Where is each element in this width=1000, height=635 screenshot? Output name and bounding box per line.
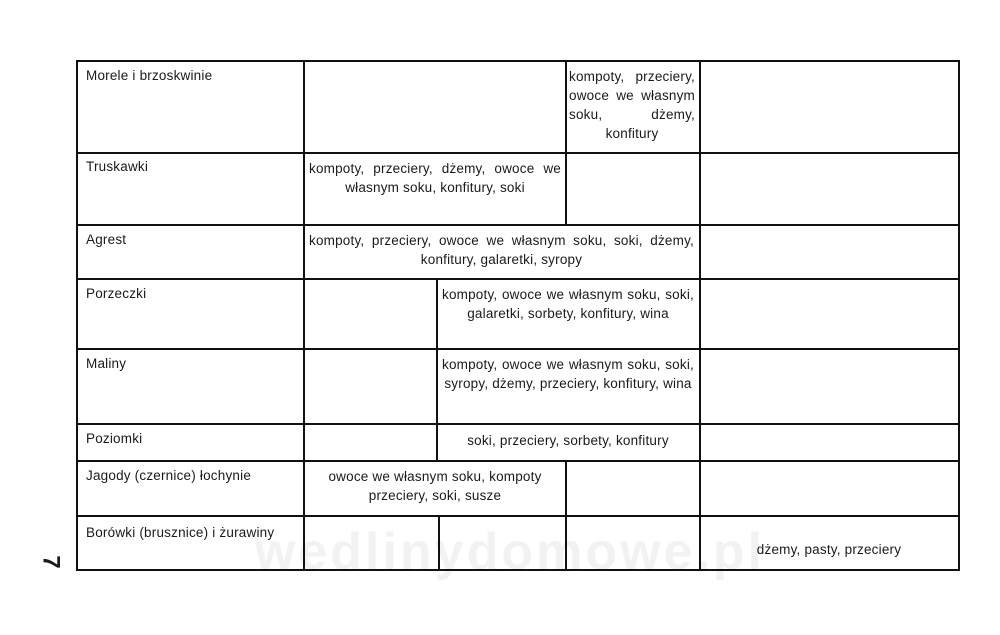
row-divider <box>78 460 958 462</box>
column-divider <box>565 515 567 569</box>
product-list-cell: kompoty, owoce we własnym soku, soki, galaretki, sorbety, konfitury, wina <box>442 287 694 321</box>
fruit-processing-table <box>76 60 960 571</box>
row-divider <box>78 423 958 425</box>
fruit-name-cell: Truskawki <box>86 159 149 174</box>
product-list-cell: soki, przeciery, sorbety, konfitury <box>467 433 669 448</box>
row-divider <box>78 278 958 280</box>
product-list-cell: owoce we własnym soku, kompoty przeciery, soki, susze <box>328 469 542 503</box>
column-divider <box>565 152 567 224</box>
product-list-cell: kompoty, przeciery, dżemy, owoce we własnym soku, konfitury, soki <box>309 161 561 195</box>
column-divider <box>699 62 701 569</box>
column-divider <box>436 278 438 460</box>
row-divider <box>78 348 958 350</box>
column-divider <box>565 62 567 152</box>
row-divider <box>78 152 958 154</box>
fruit-name-cell: Agrest <box>86 232 127 247</box>
column-divider <box>565 460 567 515</box>
fruit-name-cell: Jagody (czernice) łochynie <box>86 468 252 483</box>
fruit-name-cell: Porzeczki <box>86 286 147 301</box>
watermark-text: wedlinydomowe.pl <box>254 523 766 581</box>
fruit-name-cell: Morele i brzoskwinie <box>86 68 213 83</box>
fruit-name-cell: Maliny <box>86 356 127 371</box>
product-list-cell: kompoty, owoce we własnym soku, soki, syropy, dżemy, przeciery, konfitury, wina <box>442 357 694 391</box>
page-number: 7 <box>37 555 65 569</box>
product-list-cell: kompoty, przeciery, owoce we własnym soku, dżemy, konfitury <box>569 69 695 141</box>
row-divider <box>78 224 958 226</box>
fruit-name-cell: Poziomki <box>86 431 143 446</box>
product-list-cell: dżemy, pasty, przeciery <box>756 542 902 557</box>
column-divider <box>438 515 440 569</box>
product-list-cell: kompoty, przeciery, owoce we własnym soku, soki, dżemy, konfitury, galaretki, syropy <box>309 233 694 267</box>
row-divider <box>78 515 958 517</box>
column-divider <box>303 62 305 569</box>
fruit-name-cell: Borówki (brusznice) i żurawiny <box>86 525 275 540</box>
